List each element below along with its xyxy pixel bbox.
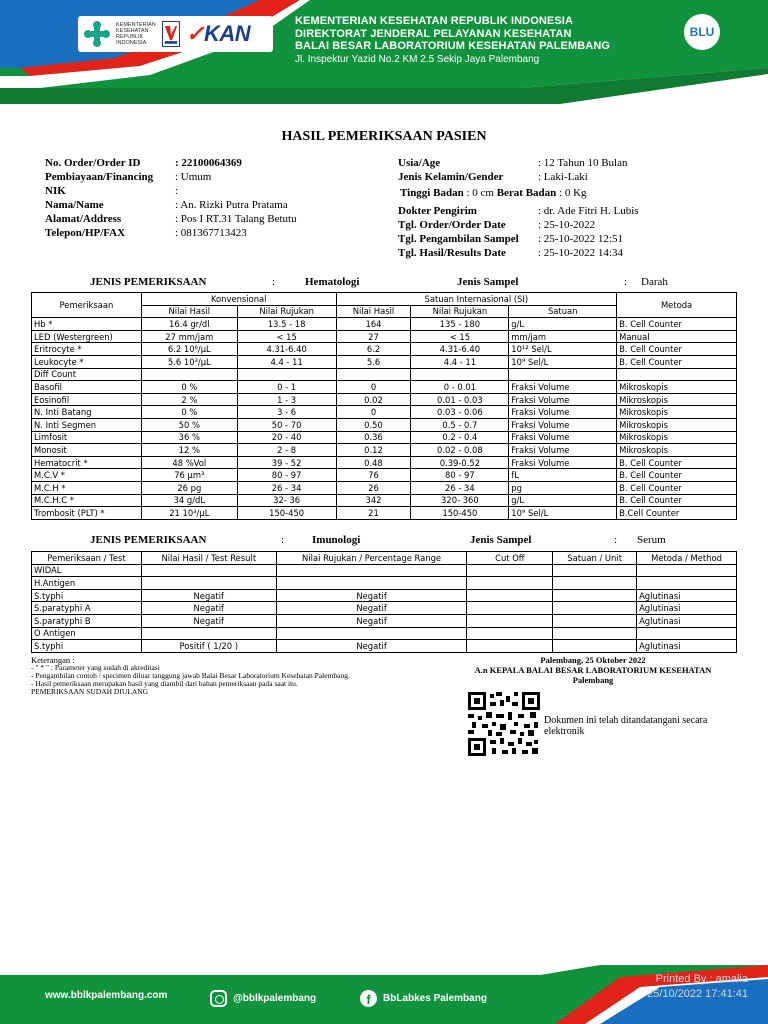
cell-cut-off xyxy=(467,602,553,615)
patient-info-row xyxy=(45,212,297,226)
cell-konv-result: 6.2 10⁶/µL xyxy=(141,343,237,356)
cell-method xyxy=(617,368,737,381)
cell-si-result: 0.50 xyxy=(336,418,411,431)
cell-cut-off xyxy=(467,614,553,627)
cell-konv-result: 76 µm³ xyxy=(141,469,237,482)
imunologi-header-cell: Cut Off xyxy=(467,552,553,565)
hematologi-sample-colon: : xyxy=(624,276,628,288)
cell-result: Negatif xyxy=(141,614,276,627)
cell-si-range: 4.4 - 11 xyxy=(411,355,509,368)
patient-field-value: : An. Rizki Putra Pratama xyxy=(175,199,288,211)
cell-range xyxy=(276,564,467,577)
imunologi-row xyxy=(32,589,737,602)
cell-konv-range: 4.4 - 11 xyxy=(237,355,336,368)
imunologi-row xyxy=(32,640,737,653)
cell-si-unit: Fraksi Volume xyxy=(509,393,617,406)
patient-field-value: : Pos I RT.31 Talang Betutu xyxy=(175,213,297,225)
notes-line-4: PEMERIKSAAN SUDAH DIULANG xyxy=(31,687,149,696)
cell-method: Mikroskopis xyxy=(617,381,737,394)
directorate-line: DIREKTORAT JENDERAL PELAYANAN KESEHATAN xyxy=(295,27,572,40)
cell-test-name: S.typhi xyxy=(32,589,142,602)
cell-konv-range: 32- 36 xyxy=(237,494,336,507)
cell-si-result: 0 xyxy=(336,406,411,419)
cell-si-range: 0.39-0.52 xyxy=(411,456,509,469)
header-si: Satuan Internasional (SI) xyxy=(336,293,617,306)
header-konvensional: Konvensional xyxy=(141,293,336,306)
signature-city: Palembang xyxy=(572,675,614,685)
cell-test-name: N. Inti Segmen xyxy=(32,418,142,431)
cell-method: Manual xyxy=(617,330,737,343)
cell-si-range: 150-450 xyxy=(411,507,509,520)
cell-method xyxy=(637,577,737,590)
cell-konv-result: 36 % xyxy=(141,431,237,444)
header-metoda: Metoda xyxy=(617,293,737,318)
patient-info-row xyxy=(45,170,297,184)
footer-facebook[interactable] xyxy=(360,990,487,1007)
cell-konv-result: 2 % xyxy=(141,393,237,406)
hematologi-row xyxy=(32,444,737,457)
imunologi-sample-value: Serum xyxy=(637,534,666,546)
header-si-nilai-hasil: Nilai Hasil xyxy=(336,305,411,318)
cell-test-name: Leukocyte * xyxy=(32,355,142,368)
cell-method xyxy=(637,564,737,577)
cell-test-name: Eosinofil xyxy=(32,393,142,406)
hematologi-table xyxy=(31,292,737,520)
signature-block xyxy=(458,655,728,685)
cell-method: B.Cell Counter xyxy=(617,507,737,520)
imunologi-row xyxy=(32,564,737,577)
hematologi-row xyxy=(32,355,737,368)
cell-si-unit: fL xyxy=(509,469,617,482)
cell-test-name: S.paratyphi B xyxy=(32,614,142,627)
cell-si-result: 164 xyxy=(336,318,411,331)
print-stamp xyxy=(620,972,748,1002)
hematologi-row xyxy=(32,393,737,406)
cell-konv-range: 0 - 1 xyxy=(237,381,336,394)
cell-si-range: 0.2 - 0.4 xyxy=(411,431,509,444)
institution-block xyxy=(295,15,610,66)
cell-cut-off xyxy=(467,640,553,653)
cell-konv-result: 5.6 10³/µL xyxy=(141,355,237,368)
cell-method: Aglutinasi xyxy=(637,614,737,627)
cell-si-unit: Fraksi Volume xyxy=(509,431,617,444)
cell-result: Negatif xyxy=(141,602,276,615)
result-date-label: Tgl. Hasil/Results Date xyxy=(398,247,506,259)
cell-method: B. Cell Counter xyxy=(617,456,737,469)
cell-si-result: 0.36 xyxy=(336,431,411,444)
cell-test-name: Hb * xyxy=(32,318,142,331)
cell-konv-result: 27 mm/jam xyxy=(141,330,237,343)
patient-field-label: Nama/Name xyxy=(45,199,104,211)
cell-range xyxy=(276,577,467,590)
header-nilai-rujukan: Nilai Rujukan xyxy=(237,305,336,318)
patient-field-label: Pembiayaan/Financing xyxy=(45,171,154,183)
signature-on-behalf: A.n KEPALA BALAI BESAR LABORATORIUM KESEHATAN xyxy=(474,665,712,675)
imunologi-header-cell: Pemeriksaan / Test xyxy=(32,552,142,565)
gender-label: Jenis Kelamin/Gender xyxy=(398,171,504,183)
instagram-handle: @bblkpalembang xyxy=(233,993,317,1004)
cell-test-name: M.C.H.C * xyxy=(32,494,142,507)
gender-value: : Laki-Laki xyxy=(538,171,588,183)
letterhead xyxy=(0,0,768,105)
cell-si-unit: g/L xyxy=(509,494,617,507)
cell-test-name: Monosit xyxy=(32,444,142,457)
cell-cut-off xyxy=(467,577,553,590)
hematologi-sample-value: Darah xyxy=(641,276,668,288)
cell-si-range: 320- 360 xyxy=(411,494,509,507)
cell-konv-range: 39 - 52 xyxy=(237,456,336,469)
cell-konv-result: 12 % xyxy=(141,444,237,457)
cell-si-unit: g/L xyxy=(509,318,617,331)
cell-test-name: M.C.H * xyxy=(32,481,142,494)
patient-field-label: No. Order/Order ID xyxy=(45,157,141,169)
kan-v-icon: ✓ xyxy=(186,21,204,46)
notes-block xyxy=(31,656,350,696)
notes-title: Keterangan : xyxy=(31,655,75,665)
cell-si-range: < 15 xyxy=(411,330,509,343)
cell-test-name: O Antigen xyxy=(32,627,142,640)
patient-field-value: : Umum xyxy=(175,171,212,183)
cell-test-name: Trombosit (PLT) * xyxy=(32,507,142,520)
cell-range: Negatif xyxy=(276,602,467,615)
hematologi-type-value: Hematologi xyxy=(305,276,360,288)
doctor-label: Dokter Pengirim xyxy=(398,205,477,217)
printed-at: 25/10/2022 17:41:41 xyxy=(647,988,748,1000)
cell-method: B. Cell Counter xyxy=(617,355,737,368)
cell-cut-off xyxy=(467,627,553,640)
imunologi-header-cell: Metoda / Method xyxy=(637,552,737,565)
cell-method: B. Cell Counter xyxy=(617,469,737,482)
patient-info-right xyxy=(398,156,639,260)
qr-code-icon xyxy=(468,692,540,756)
patient-field-value: : 081367713423 xyxy=(175,227,247,239)
hematologi-section-label: JENIS PEMERIKSAAN xyxy=(90,276,207,288)
cell-method: Mikroskopis xyxy=(617,393,737,406)
cell-si-unit: Fraksi Volume xyxy=(509,418,617,431)
patient-field-value: : 22100064369 xyxy=(175,157,242,169)
patient-info-row xyxy=(45,198,297,212)
hematologi-row xyxy=(32,469,737,482)
cell-konv-result: 34 g/dL xyxy=(141,494,237,507)
header-si-nilai-rujukan: Nilai Rujukan xyxy=(411,305,509,318)
imunologi-header-cell: Nilai Rujukan / Percentage Range xyxy=(276,552,467,565)
cell-unit xyxy=(553,602,637,615)
age-value: : 12 Tahun 10 Bulan xyxy=(538,157,628,169)
imunologi-header-cell: Satuan / Unit xyxy=(553,552,637,565)
cell-test-name: Eritrocyte * xyxy=(32,343,142,356)
cell-konv-result: 0 % xyxy=(141,381,237,394)
cell-method: Mikroskopis xyxy=(617,418,737,431)
imunologi-colon: : xyxy=(281,534,285,546)
imunologi-table xyxy=(31,551,737,653)
cell-konv-result xyxy=(141,368,237,381)
cell-si-result xyxy=(336,368,411,381)
cell-cut-off xyxy=(467,564,553,577)
kemenkes-logo-icon xyxy=(82,19,112,49)
ministry-line: KEMENTERIAN KESEHATAN REPUBLIK INDONESIA xyxy=(295,15,573,27)
patient-field-label: Telepon/HP/FAX xyxy=(45,227,126,239)
header-nilai-hasil: Nilai Hasil xyxy=(141,305,237,318)
kan-mark-icon xyxy=(162,21,180,47)
address-line: Jl. Inspektur Yazid No.2 KM 2.5 Sekip Jaya Palembang xyxy=(295,53,540,65)
cell-si-unit: pg xyxy=(509,481,617,494)
cell-konv-result: 21 10³/µL xyxy=(141,507,237,520)
patient-info-row xyxy=(45,226,297,240)
notes-line-3: - Hasil pemeriksaan merupakan hasil yang diambil dari bahan pemeriksaan pada saat itu. xyxy=(31,679,298,688)
cell-si-range: 0.01 - 0.03 xyxy=(411,393,509,406)
age-label: Usia/Age xyxy=(398,157,441,169)
cell-method: B. Cell Counter xyxy=(617,343,737,356)
cell-test-name: S.paratyphi A xyxy=(32,602,142,615)
instagram-icon xyxy=(210,990,227,1007)
cell-konv-result: 0 % xyxy=(141,406,237,419)
cell-si-unit: Fraksi Volume xyxy=(509,406,617,419)
cell-konv-result: 48 %Vol xyxy=(141,456,237,469)
facebook-icon: f xyxy=(360,990,377,1007)
sample-date-label: Tgl. Pengambilan Sampel xyxy=(398,233,519,245)
cell-test-name: Basofil xyxy=(32,381,142,394)
hematologi-colon: : xyxy=(272,276,276,288)
notes-line-1: - " * " : Parameter yang sudah di akreditasi xyxy=(31,663,160,672)
cell-test-name: Hematocrit * xyxy=(32,456,142,469)
cell-konv-range xyxy=(237,368,336,381)
cell-si-result: 0.12 xyxy=(336,444,411,457)
cell-method: Aglutinasi xyxy=(637,640,737,653)
cell-result xyxy=(141,627,276,640)
cell-si-range: 80 - 97 xyxy=(411,469,509,482)
cell-si-range: 4.31-6.40 xyxy=(411,343,509,356)
imunologi-row xyxy=(32,577,737,590)
cell-test-name: H.Antigen xyxy=(32,577,142,590)
height-label: Tinggi Badan xyxy=(400,187,464,199)
cell-si-unit: 10⁹ Sel/L xyxy=(509,507,617,520)
patient-field-value: : xyxy=(175,185,179,197)
hematologi-sample-label: Jenis Sampel xyxy=(457,276,519,288)
imunologi-row xyxy=(32,627,737,640)
hematologi-row xyxy=(32,330,737,343)
cell-si-unit: 10⁹ Sel/L xyxy=(509,355,617,368)
cell-test-name: Limfosit xyxy=(32,431,142,444)
weight-label: Berat Badan xyxy=(496,187,557,199)
cell-konv-range: 4.31-6.40 xyxy=(237,343,336,356)
hematologi-row xyxy=(32,456,737,469)
cell-si-result: 0 xyxy=(336,381,411,394)
imunologi-row xyxy=(32,602,737,615)
cell-si-range xyxy=(411,368,509,381)
cell-si-range: 0 - 0.01 xyxy=(411,381,509,394)
order-date-value: : 25-10-2022 xyxy=(538,219,596,231)
cell-konv-range: 13.5 - 18 xyxy=(237,318,336,331)
cell-si-result: 27 xyxy=(336,330,411,343)
kemenkes-logo-text: KEMENTERIAN KESEHATAN REPUBLIK INDONESIA xyxy=(116,22,156,46)
cell-unit xyxy=(553,640,637,653)
cell-si-range: 0.02 - 0.08 xyxy=(411,444,509,457)
cell-si-result: 5.6 xyxy=(336,355,411,368)
cell-method: Aglutinasi xyxy=(637,589,737,602)
cell-method: B. Cell Counter xyxy=(617,481,737,494)
cell-si-unit: 10¹² Sel/L xyxy=(509,343,617,356)
weight-value: : 0 Kg xyxy=(559,187,587,199)
cell-si-result: 0.48 xyxy=(336,456,411,469)
cell-range: Negatif xyxy=(276,614,467,627)
cell-si-result: 26 xyxy=(336,481,411,494)
cell-si-range: 26 - 34 xyxy=(411,481,509,494)
kan-logo-text: ✓KAN xyxy=(186,21,251,46)
patient-info-left xyxy=(45,156,297,240)
cell-method: Aglutinasi xyxy=(637,602,737,615)
cell-result: Positif ( 1/20 ) xyxy=(141,640,276,653)
cell-si-range: 0.5 - 0.7 xyxy=(411,418,509,431)
cell-konv-range: 20 - 40 xyxy=(237,431,336,444)
imunologi-sample-label: Jenis Sampel xyxy=(470,534,532,546)
cell-unit xyxy=(553,564,637,577)
cell-test-name: WIDAL xyxy=(32,564,142,577)
cell-konv-range: 80 - 97 xyxy=(237,469,336,482)
printed-by: Printed By : amalia xyxy=(655,973,748,985)
patient-field-label: NIK xyxy=(45,185,66,197)
cell-method: Mikroskopis xyxy=(617,431,737,444)
cell-si-result: 21 xyxy=(336,507,411,520)
imunologi-header-cell: Nilai Hasil / Test Result xyxy=(141,552,276,565)
footer-website[interactable]: www.bblkpalembang.com xyxy=(45,990,168,1001)
patient-field-label: Alamat/Address xyxy=(45,213,122,225)
hematologi-row xyxy=(32,343,737,356)
cell-konv-result: 26 pg xyxy=(141,481,237,494)
imunologi-sample-colon: : xyxy=(614,534,618,546)
cell-si-result: 6.2 xyxy=(336,343,411,356)
cell-si-result: 0.02 xyxy=(336,393,411,406)
doctor-value: : dr. Ade Fitri H. Lubis xyxy=(538,205,639,217)
cell-result xyxy=(141,564,276,577)
cell-method: B. Cell Counter xyxy=(617,494,737,507)
cell-test-name: M.C.V * xyxy=(32,469,142,482)
cell-result: Negatif xyxy=(141,589,276,602)
cell-test-name: LED (Westergreen) xyxy=(32,330,142,343)
signature-place-date: Palembang, 25 Oktober 2022 xyxy=(540,655,646,665)
hematologi-row xyxy=(32,507,737,520)
cell-method: B. Cell Counter xyxy=(617,318,737,331)
facebook-name: BbLabkes Palembang xyxy=(383,993,487,1004)
hematologi-row xyxy=(32,431,737,444)
cell-test-name: N. Inti Batang xyxy=(32,406,142,419)
cell-si-range: 135 - 180 xyxy=(411,318,509,331)
e-sign-note: Dokumen ini telah ditandatangani secara elektronik xyxy=(544,715,708,737)
cell-unit xyxy=(553,589,637,602)
header-satuan: Satuan xyxy=(509,305,617,318)
hematologi-row xyxy=(32,318,737,331)
cell-unit xyxy=(553,614,637,627)
cell-si-unit xyxy=(509,368,617,381)
cell-range xyxy=(276,627,467,640)
cell-cut-off xyxy=(467,589,553,602)
page-title: HASIL PEMERIKSAAN PASIEN xyxy=(281,129,487,144)
order-date-label: Tgl. Order/Order Date xyxy=(398,219,506,231)
logo-strip xyxy=(78,16,273,52)
cell-test-name: Diff Count xyxy=(32,368,142,381)
imunologi-section-label: JENIS PEMERIKSAAN xyxy=(90,534,207,546)
cell-konv-range: 150-450 xyxy=(237,507,336,520)
cell-konv-result: 16.4 gr/dl xyxy=(141,318,237,331)
patient-info-row xyxy=(45,184,297,198)
cell-konv-range: 3 - 6 xyxy=(237,406,336,419)
height-value: : 0 cm xyxy=(466,187,494,199)
cell-konv-range: < 15 xyxy=(237,330,336,343)
imunologi-row xyxy=(32,614,737,627)
cell-konv-range: 1 - 3 xyxy=(237,393,336,406)
blu-logo-icon: BLU xyxy=(684,14,720,50)
hematologi-row xyxy=(32,381,737,394)
cell-konv-range: 50 - 70 xyxy=(237,418,336,431)
cell-si-result: 342 xyxy=(336,494,411,507)
cell-si-unit: Fraksi Volume xyxy=(509,456,617,469)
cell-konv-range: 2 - 8 xyxy=(237,444,336,457)
cell-konv-result: 50 % xyxy=(141,418,237,431)
hematologi-row xyxy=(32,406,737,419)
cell-result xyxy=(141,577,276,590)
sample-date-value: : 25-10-2022 12:51 xyxy=(538,233,623,245)
cell-range: Negatif xyxy=(276,640,467,653)
patient-info-row xyxy=(45,156,297,170)
cell-si-unit: mm/jam xyxy=(509,330,617,343)
cell-range: Negatif xyxy=(276,589,467,602)
cell-konv-range: 26 - 34 xyxy=(237,481,336,494)
cell-unit xyxy=(553,577,637,590)
cell-si-unit: Fraksi Volume xyxy=(509,444,617,457)
cell-si-range: 0.03 - 0.06 xyxy=(411,406,509,419)
footer-instagram[interactable] xyxy=(210,990,316,1007)
hematologi-row xyxy=(32,418,737,431)
hematologi-row xyxy=(32,481,737,494)
notes-line-2: - Pengambilan contoh / specimen diluar tanggung jawab Balai Besar Laboratorium Kesehatan Palembang. xyxy=(31,671,350,680)
cell-si-unit: Fraksi Volume xyxy=(509,381,617,394)
cell-method: Mikroskopis xyxy=(617,444,737,457)
header-pemeriksaan: Pemeriksaan xyxy=(32,293,142,318)
imunologi-type-value: Imunologi xyxy=(312,534,361,546)
cell-test-name: S.typhi xyxy=(32,640,142,653)
hematologi-row xyxy=(32,368,737,381)
cell-method xyxy=(637,627,737,640)
cell-method: Mikroskopis xyxy=(617,406,737,419)
result-date-value: : 25-10-2022 14:34 xyxy=(538,247,623,259)
lab-name-line: BALAI BESAR LABORATORIUM KESEHATAN PALEMBANG xyxy=(295,40,611,52)
cell-unit xyxy=(553,627,637,640)
hematologi-row xyxy=(32,494,737,507)
cell-si-result: 76 xyxy=(336,469,411,482)
